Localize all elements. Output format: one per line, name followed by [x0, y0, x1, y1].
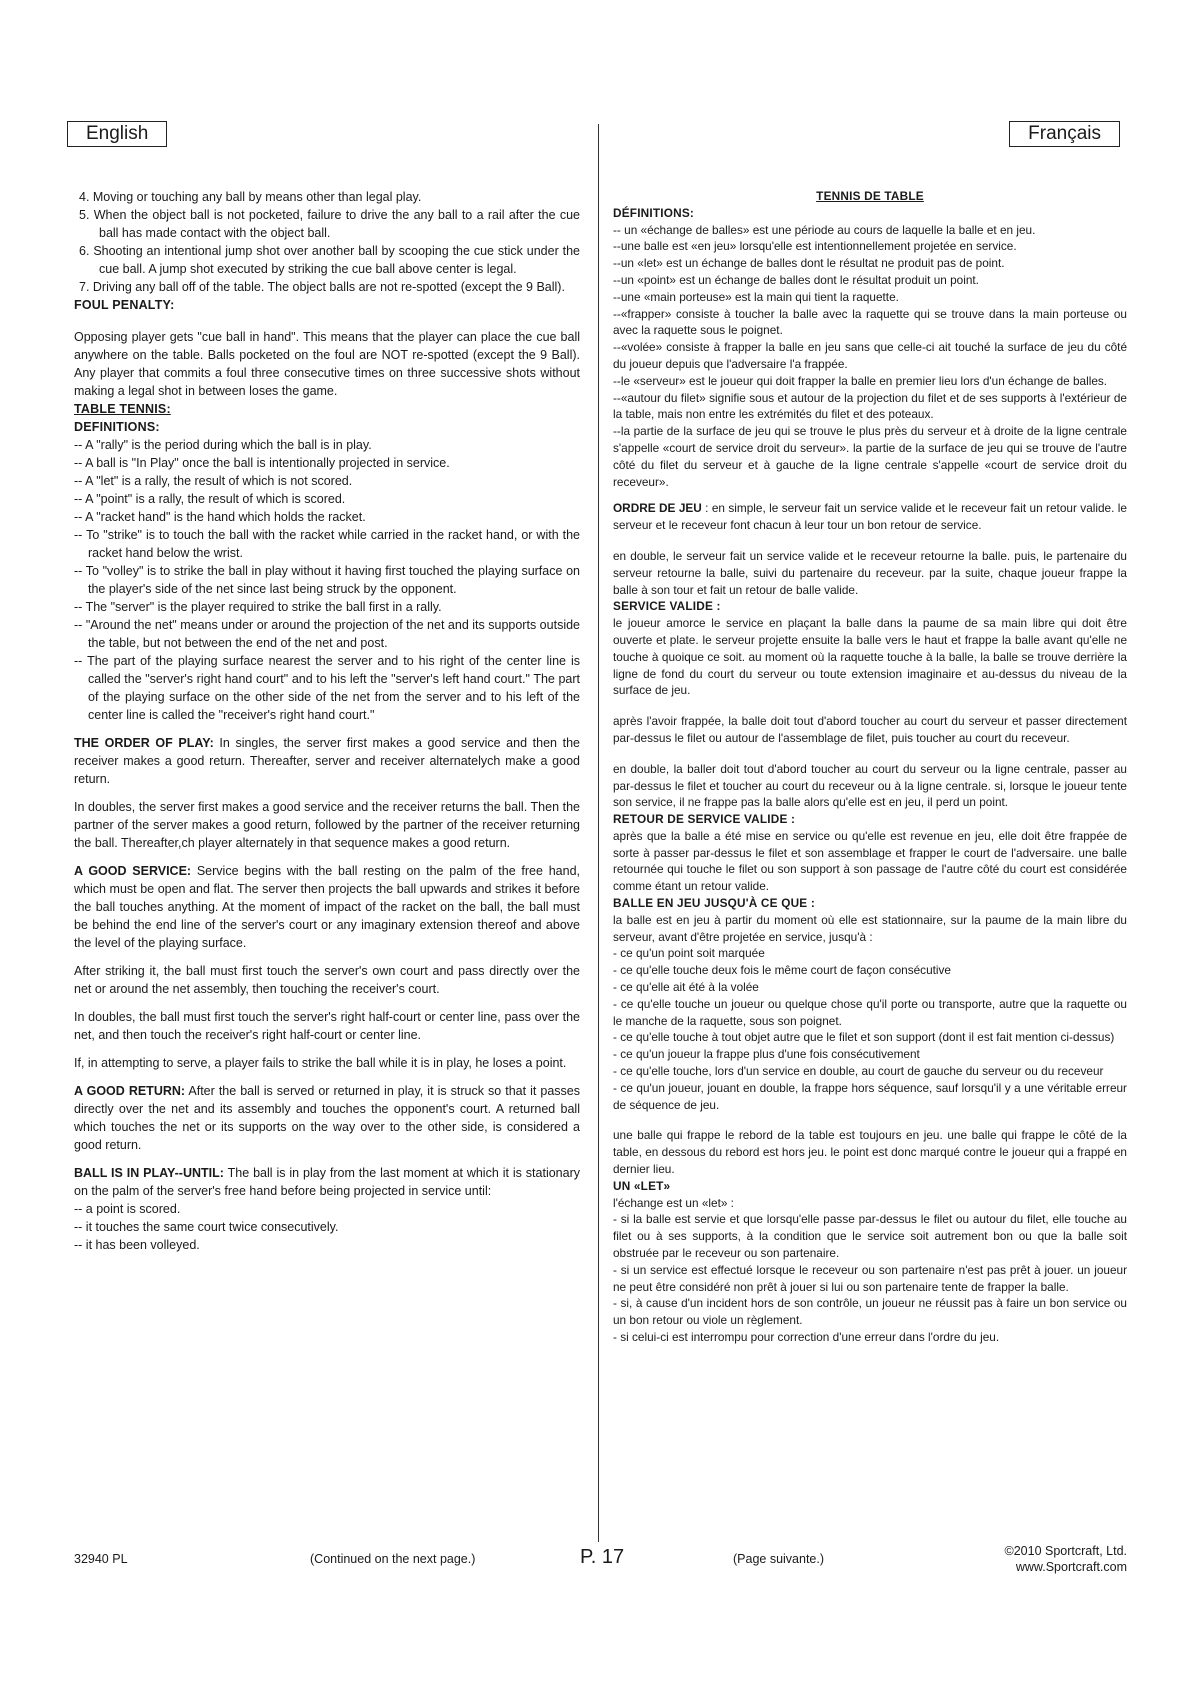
balle-item: - ce qu'elle touche un joueur ou quelque chose qu'il porte ou transporte, autre que la raquette ou le manche de la raquette, sous son poignet.	[613, 996, 1127, 1028]
definitions-heading-fr: DÉFINITIONS:	[613, 205, 695, 220]
double-service-paragraph-fr: en double, la baller doit tout d'abord toucher au court du serveur ou la ligne centrale, passer au par-dessus le filet et toucher au court du receveur ou à la ligne centrale. si, lorsque le joueur tente son service, il ne frappe pas la balle alors qu'elle est en jeu, il perd un point.	[613, 761, 1127, 810]
good-return-heading: A GOOD RETURN:	[74, 1084, 186, 1098]
foul-item: 6. Shooting an intentional jump shot over another ball by scooping the cue stick under the cue ball. A jump shot executed by striking the cue ball above center is legal.	[79, 244, 580, 276]
balle-en-jeu-heading: BALLE EN JEU JUSQU'À CE QUE :	[613, 896, 815, 911]
definition-item: -- To "strike" is to touch the ball with the racket while carried in the racket hand, or with the racket hand below the wrist.	[74, 528, 580, 560]
ball-in-play-paragraph	[74, 1164, 580, 1200]
definition-item-fr: --une balle est «en jeu» lorsqu'elle est intentionnellement projetée en service.	[613, 239, 1017, 254]
retour-text: après que la balle a été mise en service ou qu'elle est revenue en jeu, elle doit être frappée de sorte à passer par-dessus le filet et son assemblage et frapper le court de l'adversaire. une balle retournée qui touche le filet ou son support à son passage de l'autre côté du court est considérée comme étant un retour valide.	[613, 828, 1127, 894]
french-column	[613, 188, 1127, 1346]
order-of-play-text: In singles, the server first makes a good service and then the receiver makes a good return. Thereafter, server and receiver alternatelych make a good return.	[74, 736, 580, 786]
definition-item-fr: --«volée» consiste à frapper la balle en jeu sans que celle-ci ait touché la surface de jeu du côté du joueur depuis que l'adversaire l'a frappée.	[613, 340, 1127, 371]
let-item: - si celui-ci est interrompu pour correction d'une erreur dans l'ordre du jeu.	[613, 1330, 1000, 1344]
language-label-french: Français	[1009, 121, 1120, 147]
definition-item-fr: --un «let» est un échange de balles dont le résultat ne produit pas de point.	[613, 256, 1005, 271]
foul-item: 5. When the object ball is not pocketed, failure to drive the any ball to a rail after the cue ball has made contact with the object ball.	[79, 208, 580, 240]
good-service-text: Service begins with the ball resting on the palm of the free hand, which must be open and flat. The server then projects the ball upwards and strikes it before the ball touches anything. At the moment of impact of the racket on the ball, the ball must be behind the end line of the server's court or any imaginary extension thereof and above the level of the playing surface.	[74, 864, 580, 950]
balle-item: - ce qu'un point soit marquée	[613, 946, 765, 961]
footer-copyright-block	[1005, 1543, 1127, 1575]
ordre-de-jeu-paragraph	[613, 500, 1127, 534]
footer-page-suivante: (Page suivante.)	[733, 1552, 825, 1566]
definition-item-fr: --un «point» est un échange de balles dont le résultat produit un point.	[613, 272, 979, 287]
definition-item: -- To "volley" is to strike the ball in play without it having first touched the playing surface on the player's side of the net since last being struck by the opponent.	[74, 564, 580, 596]
good-service-heading: A GOOD SERVICE:	[74, 864, 192, 878]
definition-item: -- A "rally" is the period during which the ball is in play.	[74, 438, 372, 452]
definition-item: -- A "let" is a rally, the result of which is not scored.	[74, 474, 353, 488]
good-return-paragraph	[74, 1082, 580, 1154]
definition-item: -- A ball is "In Play" once the ball is intentionally projected in service.	[74, 456, 450, 470]
ordre-de-jeu-heading: ORDRE DE JEU	[613, 501, 702, 516]
apres-paragraph: après l'avoir frappée, la balle doit tout d'abord toucher au court du serveur et passer directement par-dessus le filet ou autour de l'assemblage de filet, puis toucher au court du receveur.	[613, 714, 1127, 745]
definition-item-fr: --la partie de la surface de jeu qui se trouve le plus près du serveur et à droite de la ligne centrale s'appelle «court de service droit du serveur». la partie de la surface de jeu qui se trouve de l'autre côté du filet du serveur et à gauche de la ligne centrale s'appelle «court de service droit du receveur».	[613, 424, 1127, 489]
retour-heading: RETOUR DE SERVICE VALIDE :	[613, 812, 796, 827]
doubles-paragraph: In doubles, the server first makes a good service and the receiver returns the ball. Then the partner of the server makes a good return, followed by the partner of the receiver returning the ball. Thereafter,ch player alternately in that sequence makes a good return.	[74, 800, 580, 850]
let-item: - si un service est effectué lorsque le receveur ou son partenaire n'est pas prêt à jouer. un joueur ne peut être considéré non prêt à jouer si lui ou son partenaire tente de frapper la balle.	[613, 1262, 1127, 1294]
after-striking-paragraph: After striking it, the ball must first touch the server's own court and pass directly over the net or around the net assembly, then touching the receiver's court.	[74, 964, 580, 996]
rebord-paragraph: une balle qui frappe le rebord de la table est toujours en jeu. une balle qui frappe le côté de la table, en dessous du rebord est hors jeu. le point est donc marqué contre le joueur qui a frappé en dernier lieu.	[613, 1128, 1127, 1177]
definition-item-fr: --«frapper» consiste à toucher la balle avec la raquette qui se trouve dans la main porteuse ou avec la raquette sous le poignet.	[613, 306, 1127, 338]
foul-penalty-heading: FOUL PENALTY:	[74, 298, 175, 312]
balle-item: - ce qu'un joueur la frappe plus d'une fois consécutivement	[613, 1047, 920, 1062]
definition-item-fr: --«autour du filet» signifie sous et autour de la projection du filet et de ses supports à l'extérieur de la table, mais non entre les extrémités du filet et des poteaux.	[613, 390, 1127, 422]
definition-item: -- "Around the net" means under or around the projection of the net and its supports outside the table, but not between the end of the net and post.	[74, 618, 580, 650]
let-intro: l'échange est un «let» :	[613, 1195, 734, 1210]
footer-page-number: P. 17	[580, 1546, 625, 1568]
definition-item: -- The "server" is the player required to strike the ball first in a rally.	[74, 600, 442, 614]
table-tennis-heading: TABLE TENNIS:	[74, 402, 171, 416]
footer-copyright: ©2010 Sportcraft, Ltd.	[1004, 1544, 1127, 1558]
service-valide-heading: SERVICE VALIDE :	[613, 599, 721, 614]
balle-item: - ce qu'un joueur, jouant en double, la frappe hors séquence, sauf lorsqu'il y a une véritable erreur de séquence de jeu.	[613, 1080, 1127, 1112]
definition-item-fr: --le «serveur» est le joueur qui doit frapper la balle en premier lieu lors d'un échange de balles.	[613, 373, 1108, 388]
definitions-heading: DEFINITIONS:	[74, 420, 160, 434]
balle-en-jeu-text: la balle est en jeu à partir du moment où elle est stationnaire, sur la paume de la main libre du serveur, avant d'être projetée en service, jusqu'à :	[613, 912, 1127, 944]
ordre-de-jeu-text: : en simple, le serveur fait un service valide et le receveur fait un retour valide. le serveur et le receveur font chacun à leur tour un bon retour de service.	[613, 501, 1127, 533]
foul-penalty-text: Opposing player gets "cue ball in hand". This means that the player can place the cue ball anywhere on the table. Balls pocketed on the foul are NOT re-spotted (except the 9 Ball). Any player that commits a foul three consecutive times on three successive shots without making a legal shot in between loses the game.	[74, 330, 580, 398]
english-column	[74, 188, 580, 1254]
column-divider	[598, 124, 599, 1542]
let-heading: UN «LET»	[613, 1178, 671, 1193]
double-paragraph-fr: en double, le serveur fait un service valide et le receveur retourne la balle. puis, le partenaire du serveur retourne la balle, suivi du partenaire du receveur. par la suite, chaque joueur frappe la balle à son tour et fait un retour de balle valide.	[613, 548, 1127, 597]
footer-website: www.Sportcraft.com	[1015, 1560, 1127, 1574]
good-return-text: After the ball is served or returned in play, it is struck so that it passes directly over the net and its assembly and touches the opponent's court. A returned ball which touches the net or its supports on the way over to the other side, is considered a good return.	[74, 1084, 580, 1152]
footer-continued: (Continued on the next page.)	[310, 1552, 476, 1566]
footer-model-number: 32940 PL	[74, 1552, 128, 1566]
fail-to-strike-paragraph: If, in attempting to serve, a player fails to strike the ball while it is in play, he loses a point.	[74, 1056, 567, 1070]
language-label-english: English	[67, 121, 167, 147]
service-valide-text: le joueur amorce le service en plaçant la balle dans la paume de sa main libre qui doit être ouverte et plate. le serveur projette ensuite la balle vers le haut et frappe la balle avant qu'elle ne touche à quoique ce soit. au moment où la raquette touche à la balle, la balle se trouve derrière la ligne de fond du court du serveur ou toute extension imaginaire et au-dessus du niveau de la surface de jeu.	[613, 616, 1127, 698]
ball-in-play-heading: BALL IS IN PLAY--UNTIL:	[74, 1166, 224, 1180]
let-item: - si, à cause d'un incident hors de son contrôle, un joueur ne réussit pas à faire un bon service ou un bon retour ou viole un règlement.	[613, 1296, 1127, 1328]
doubles-service-paragraph: In doubles, the ball must first touch the server's right half-court or center line, pass over the net, and then touch the receiver's right half-court or center line.	[74, 1010, 580, 1042]
tennis-de-table-heading: TENNIS DE TABLE	[816, 189, 924, 203]
definition-item-fr: -- un «échange de balles» est une période au cours de laquelle la balle et en jeu.	[613, 222, 1036, 237]
in-play-item: -- a point is scored.	[74, 1202, 181, 1216]
order-of-play-paragraph	[74, 734, 580, 788]
good-service-paragraph	[74, 862, 580, 952]
ball-in-play-text: The ball is in play from the last moment at which it is stationary on the palm of the server's free hand before being projected in service until:	[74, 1166, 580, 1198]
definition-item: -- The part of the playing surface nearest the server and to his right of the center line is called the "server's right hand court" and to his left the "server's left hand court." The part of the playing surface on the other side of the net from the server and to his left of the center line is called the "receiver's right hand court."	[74, 654, 580, 722]
foul-item: 4. Moving or touching any ball by means other than legal play.	[79, 190, 422, 204]
definition-item-fr: --une «main porteuse» est la main qui tient la raquette.	[613, 289, 899, 304]
order-of-play-heading: THE ORDER OF PLAY:	[74, 736, 214, 750]
balle-item: - ce qu'elle touche, lors d'un service en double, au court de gauche du serveur ou du receveur	[613, 1064, 1104, 1079]
let-item: - si la balle est servie et que lorsqu'elle passe par-dessus le filet ou autour du filet, elle touche au filet ou à ses supports, à la condition que le service soit autrement bon ou que la balle soit obstruée par le receveur ou son partenaire.	[613, 1212, 1127, 1261]
balle-item: - ce qu'elle touche à tout objet autre que le filet et son support (dont il est fait mention ci-dessus)	[613, 1030, 1115, 1045]
in-play-item: -- it touches the same court twice consecutively.	[74, 1220, 339, 1234]
definition-item: -- A "racket hand" is the hand which holds the racket.	[74, 510, 366, 524]
definition-item: -- A "point" is a rally, the result of which is scored.	[74, 492, 346, 506]
foul-item: 7. Driving any ball off of the table. The object balls are not re-spotted (except the 9 Ball).	[79, 280, 565, 294]
balle-item: - ce qu'elle ait été à la volée	[613, 980, 759, 995]
balle-item: - ce qu'elle touche deux fois le même court de façon consécutive	[613, 963, 951, 978]
in-play-item: -- it has been volleyed.	[74, 1238, 200, 1252]
